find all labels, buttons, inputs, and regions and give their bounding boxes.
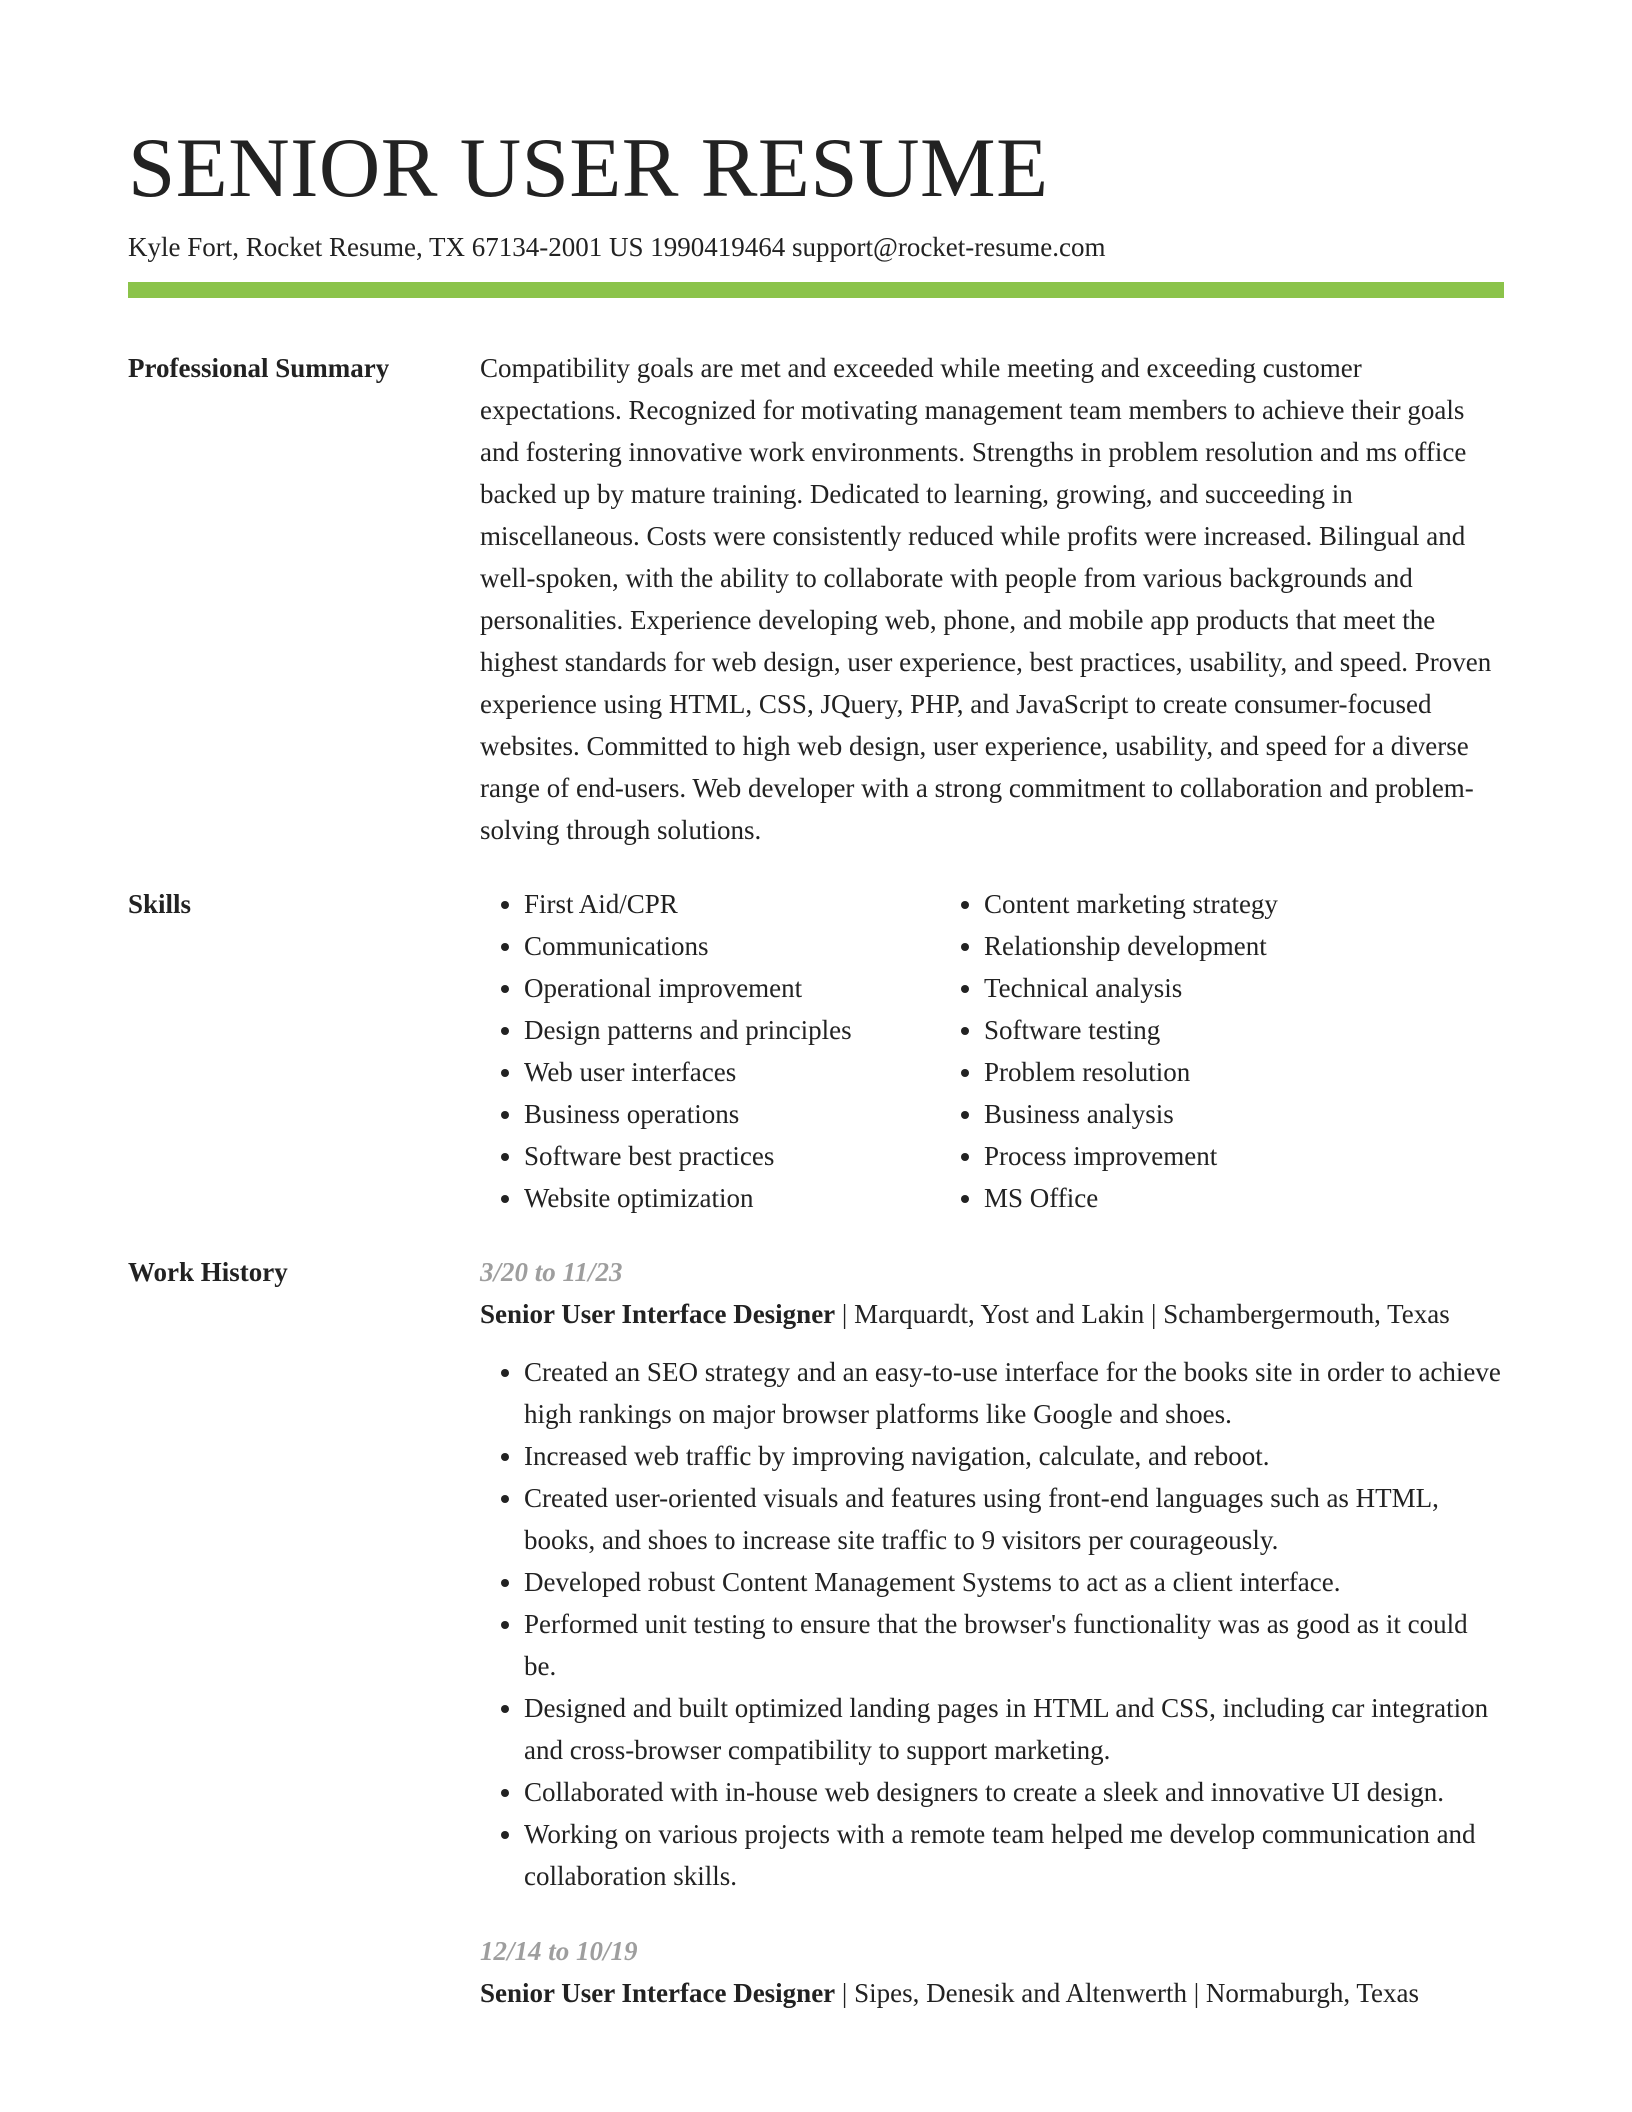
section-label-skills: Skills bbox=[128, 889, 192, 920]
job-bullet: • Performed unit testing to ensure that the browser's functionality was as good as it could be. bbox=[524, 1603, 1504, 1687]
skill-item: • Content marketing strategy bbox=[984, 883, 1504, 925]
job-bullets bbox=[480, 1351, 1504, 1897]
skill-item: • First Aid/CPR bbox=[524, 883, 940, 925]
skill-item: • Problem resolution bbox=[984, 1051, 1504, 1093]
job-bullet: • Increased web traffic by improving navigation, calculate, and reboot. bbox=[524, 1435, 1504, 1477]
job-heading bbox=[480, 1972, 1504, 2014]
skill-item: • Communications bbox=[524, 925, 940, 967]
skill-item: • Technical analysis bbox=[984, 967, 1504, 1009]
job-bullet: • Created user-oriented visuals and features using front-end languages such as HTML, books, and shoes to increase site traffic to 9 visitors per courageously. bbox=[524, 1477, 1504, 1561]
job-entry bbox=[480, 1251, 1504, 1897]
job-heading bbox=[480, 1293, 1504, 1335]
skill-item: • Web user interfaces bbox=[524, 1051, 940, 1093]
accent-divider bbox=[128, 282, 1504, 298]
job-title: Senior User Interface Designer bbox=[480, 1299, 836, 1330]
skill-item: • Software testing bbox=[984, 1009, 1504, 1051]
job-dates: 12/14 to 10/19 bbox=[480, 1936, 638, 1967]
work-history-section bbox=[128, 1251, 1504, 2014]
job-employer-location: | Sipes, Denesik and Altenwerth | Normaburgh, Texas bbox=[835, 1978, 1419, 2009]
skill-item: • Business analysis bbox=[984, 1093, 1504, 1135]
job-dates: 3/20 to 11/23 bbox=[480, 1257, 623, 1288]
skill-item: • Process improvement bbox=[984, 1135, 1504, 1177]
contact-line: Kyle Fort, Rocket Resume, TX 67134-2001 US 1990419464 support@rocket-resume.com bbox=[128, 232, 1106, 262]
resume-title: SENIOR USER RESUME bbox=[128, 121, 1049, 215]
skill-item: • MS Office bbox=[984, 1177, 1504, 1219]
skill-item: • Relationship development bbox=[984, 925, 1504, 967]
section-label-work-history: Work History bbox=[128, 1257, 288, 1288]
job-employer-location: | Marquardt, Yost and Lakin | Schambergermouth, Texas bbox=[835, 1299, 1450, 1330]
skill-item: • Software best practices bbox=[524, 1135, 940, 1177]
job-bullet: • Working on various projects with a remote team helped me develop communication and collaboration skills. bbox=[524, 1813, 1504, 1897]
skills-section bbox=[128, 883, 1504, 1219]
section-label-summary: Professional Summary bbox=[128, 353, 390, 384]
job-bullet: • Created an SEO strategy and an easy-to-use interface for the books site in order to achieve high rankings on major browser platforms like Google and shoes. bbox=[524, 1351, 1504, 1435]
skills-list-right bbox=[940, 883, 1504, 1219]
job-bullet: • Developed robust Content Management Systems to act as a client interface. bbox=[524, 1561, 1504, 1603]
job-bullet: • Collaborated with in-house web designers to create a sleek and innovative UI design. bbox=[524, 1771, 1504, 1813]
job-bullet: • Designed and built optimized landing pages in HTML and CSS, including car integration and cross-browser compatibility to support marketing. bbox=[524, 1687, 1504, 1771]
skills-columns bbox=[480, 883, 1504, 1219]
summary-text: Compatibility goals are met and exceeded while meeting and exceeding customer expectations. Recognized for motivating management team members to achieve their goals and fostering innovative work environments. Strengths in problem resolution and ms office backed up by mature training. Dedicated to learning, growing, and succeeding in miscellaneous. Costs were consistently reduced while profits were increased. Bilingual and well-spoken, with the ability to collaborate with people from various backgrounds and personalities. Experience developing web, phone, and mobile app products that meet the highest standards for web design, user experience, best practices, usability, and speed. Proven experience using HTML, CSS, JQuery, PHP, and JavaScript to create consumer-focused websites. Committed to high web design, user experience, usability, and speed for a diverse range of end-users. Web developer with a strong commitment to collaboration and problem-solving through solutions. bbox=[480, 353, 1492, 846]
skill-item: • Operational improvement bbox=[524, 967, 940, 1009]
skills-list-left bbox=[480, 883, 940, 1219]
job-entry bbox=[480, 1930, 1504, 2014]
skill-item: • Business operations bbox=[524, 1093, 940, 1135]
work-history-body bbox=[480, 1251, 1504, 2014]
job-title: Senior User Interface Designer bbox=[480, 1978, 836, 2009]
professional-summary-section bbox=[128, 347, 1504, 851]
skill-item: • Design patterns and principles bbox=[524, 1009, 940, 1051]
skill-item: • Website optimization bbox=[524, 1177, 940, 1219]
